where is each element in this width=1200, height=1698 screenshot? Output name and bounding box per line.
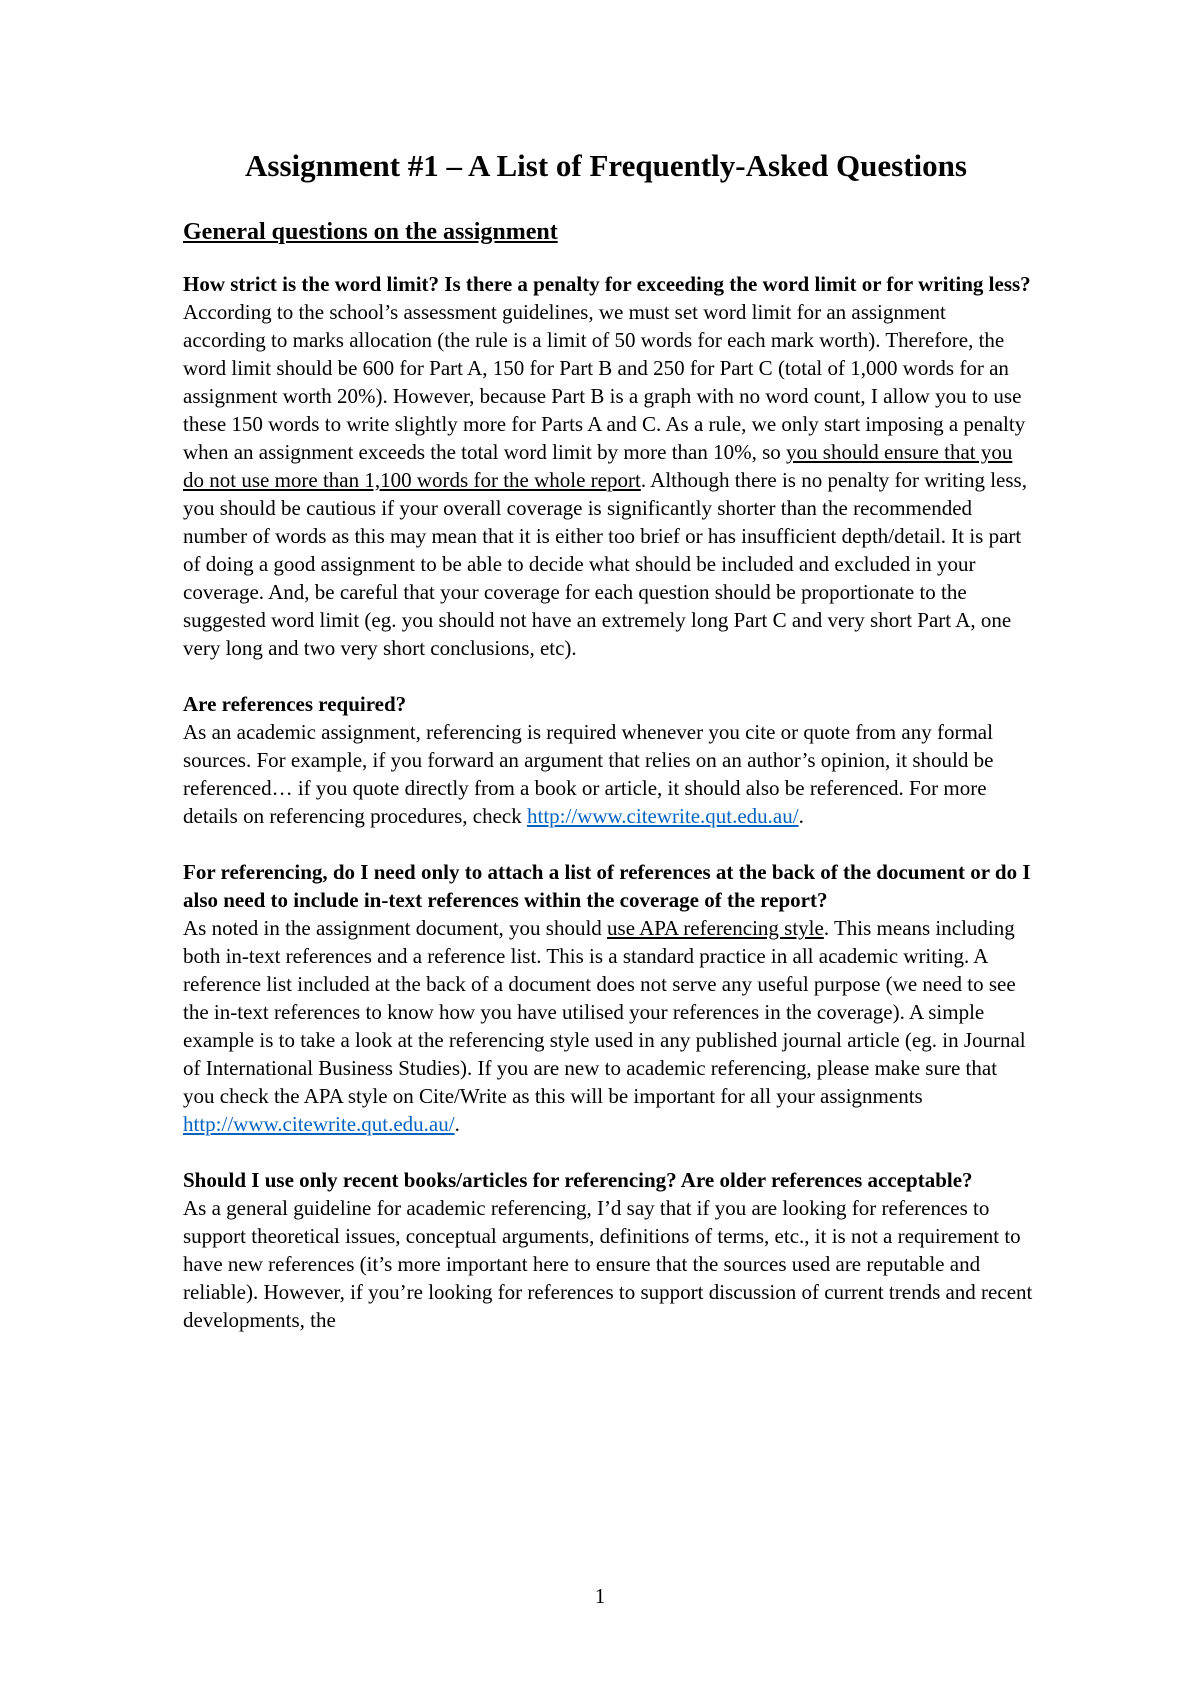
page-number: 1	[594, 1584, 606, 1608]
citewrite-link[interactable]: http://www.citewrite.qut.edu.au/	[183, 1112, 455, 1136]
answer-emphasis: you should ensure that you do not use more than 1,100 words for the whole report	[183, 440, 1013, 492]
faq-answer	[183, 914, 1033, 1138]
section-heading: General questions on the assignment	[183, 219, 558, 245]
faq-question: Are references required?	[183, 692, 407, 716]
answer-text: As noted in the assignment document, you should	[183, 916, 608, 940]
citewrite-link[interactable]: http://www.citewrite.qut.edu.au/	[527, 804, 799, 828]
answer-text: According to the school’s assessment guidelines, we must set word limit for an assignment according to marks allocation (the rule is a limit of 50 words for each mark worth). Therefore, the word limit should be 600 for Part A, 150 for Part B and 250 for Part C (total of 1,000 words for an assignment worth 20%). However, because Part B is a graph with no word count, I allow you to use these 150 words to write slightly more for Parts A and C. As a rule, we only start imposing a penalty when an assignment exceeds the total word limit by more than 10%, so	[183, 300, 1026, 464]
faq-item-references-required	[183, 690, 1033, 830]
answer-text: . Although there is no penalty for writing less, you should be cautious if your overall coverage is significantly shorter than the recommended number of words as this may mean that it is either too brief or has insufficient depth/detail. It is part of doing a good assignment to be able to decide what should be included and excluded in your coverage. And, be careful that your coverage for each question should be proportionate to the suggested word limit (eg. you should not have an extremely long Part C and very short Part A, one very long and two very short conclusions, etc).	[183, 468, 1027, 660]
faq-question: For referencing, do I need only to attach a list of references at the back of the document or do I also need to include in-text references within the coverage of the report?	[183, 860, 1031, 912]
faq-answer	[183, 298, 1033, 662]
faq-question: How strict is the word limit? Is there a penalty for exceeding the word limit or for writing less?	[183, 272, 1031, 296]
answer-text: As an academic assignment, referencing is required whenever you cite or quote from any formal sources. For example, if you forward an argument that relies on an author’s opinion, it should be referenced… if you quote directly from a book or article, it should also be referenced. For more details on referencing procedures, check	[183, 720, 994, 828]
faq-item-recent-references	[183, 1166, 1033, 1334]
answer-text: .	[454, 1112, 460, 1136]
answer-text: As a general guideline for academic referencing, I’d say that if you are looking for references to support theoretical issues, conceptual arguments, definitions of terms, etc., it is not a requirement to have new references (it’s more important here to ensure that the sources used are reputable and reliable). However, if you’re looking for references to support discussion of current trends and recent developments, the	[183, 1196, 1033, 1332]
faq-item-in-text-references	[183, 858, 1033, 1138]
answer-text: .	[798, 804, 804, 828]
document-body	[183, 146, 1033, 1334]
faq-item-word-limit	[183, 270, 1033, 662]
answer-emphasis: use APA referencing style	[607, 916, 824, 940]
document-title: Assignment #1 – A List of Frequently-Asked Questions	[245, 148, 967, 183]
answer-text: . This means including both in-text references and a reference list. This is a standard practice in all academic writing. A reference list included at the back of a document does not serve any useful purpose (we need to see the in-text references to know how you have utilised your references in the coverage). A simple example is to take a look at the referencing style used in any published journal article (eg. in Journal of International Business Studies). If you are new to academic referencing, please make sure that you check the APA style on Cite/Write as this will be important for all your assignments	[183, 916, 1026, 1108]
faq-answer	[183, 1194, 1033, 1334]
faq-answer	[183, 718, 1033, 830]
faq-question: Should I use only recent books/articles for referencing? Are older references acceptable?	[183, 1168, 973, 1192]
